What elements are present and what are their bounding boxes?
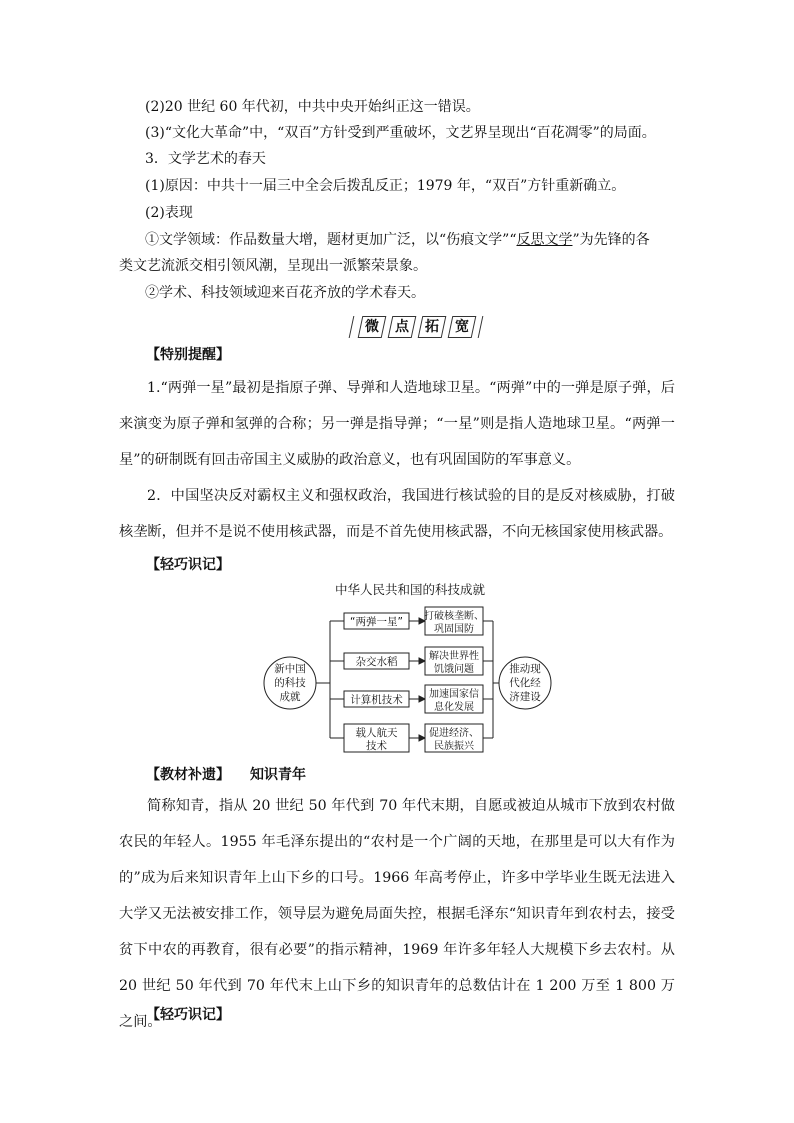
text-line — [145, 227, 650, 253]
reminder-paragraph: 1.“两弹一星”最初是指原子弹、导弹和人造地球卫星。“两弹”中的一弹是原子弹，后来演变为原子弹和氢弹的合称；另一弹是指导弹；“一星”则是指人造地球卫星。“两弹一星”的研制既有回击帝国主义威胁的政治意义，也有巩固国防的军事意义。 — [119, 380, 675, 468]
achievement-label: 杂交水稻 — [355, 656, 398, 668]
supplement-body — [119, 788, 675, 1040]
reminder-paragraph: 2．中国坚决反对霸权主义和强权政治，我国进行核试验的目的是反对核威胁，打破核垄断，但并不是说不使用核武器，而是不首先使用核武器，不向无核国家使用核武器。 — [119, 488, 675, 540]
outcome-node-line: 代化经 — [509, 677, 541, 689]
banner-char: 拓 — [418, 316, 447, 338]
text-span: ”为先锋的各 — [572, 232, 650, 248]
banner-divider — [349, 316, 357, 338]
memo-heading-bottom: 【轻巧识记】 — [146, 1007, 230, 1023]
banner-char: 宽 — [448, 316, 477, 338]
text-line: (2)表现 — [145, 205, 193, 221]
connector-arrows — [409, 618, 425, 741]
section-heading: 3．文学艺术的春天 — [145, 151, 266, 167]
supplement-label: 【教材补遗】 — [146, 767, 230, 783]
tech-achievements-diagram — [260, 578, 560, 762]
right-bracket — [483, 621, 499, 738]
reminder-heading: 【特别提醒】 — [146, 347, 230, 363]
reminder-body — [119, 370, 675, 550]
outcome-node-line: 济建设 — [509, 691, 541, 703]
result-label: 促进经济、 — [429, 728, 479, 739]
achievement-label: 计算机技术 — [350, 694, 403, 706]
supplement-paragraph: 简称知青，指从 20 世纪 50 年代到 70 年代末期，自愿或被迫从城市下放到农村做农民的年轻人。1955 年毛泽东提出的“农村是一个广阔的天地，在那里是可以大有作为的”成为后来知识青年上山下乡的口号。1966 年高考停止，许多中学毕业生既无法进入大学又无法被安排工作，领导层为避免局面失控，根据毛泽东“知识青年到农村去，接受贫下中农的再教育，很有必要”的指示精神，1969 年许多年轻人大规模下乡去农村。从 20 世纪 50 年代到 70 年代末上山下乡的知识青年的总数估计在 1 200 万至 1 800 万之间。 — [119, 798, 675, 1030]
text-line: (2)20 世纪 60 年代初，中共中央开始纠正这一错误。 — [145, 99, 480, 115]
banner-divider — [478, 316, 486, 338]
text-span: ①文学领域：作品数量大增，题材更加广泛，以“伤痕文学”“ — [145, 232, 517, 248]
result-label: 民族振兴 — [434, 741, 474, 752]
result-label: 解决世界性 — [429, 651, 479, 662]
result-label: 打破核垄断、 — [424, 611, 484, 622]
center-node-line: 的科技 — [274, 677, 306, 689]
memo-heading: 【轻巧识记】 — [146, 557, 230, 573]
underlined-term: 反思文学 — [516, 232, 573, 248]
supplement-heading — [146, 764, 306, 784]
achievement-label: “两弹一星” — [350, 616, 403, 628]
banner-char: 点 — [388, 316, 417, 338]
text-line: (1)原因：中共十一届三中全会后拨乱反正；1979 年，“双百”方针重新确立。 — [145, 178, 626, 194]
result-label: 饥饿问题 — [434, 664, 474, 675]
center-node-line: 新中国 — [274, 663, 306, 675]
diagram-title: 中华人民共和国的科技成就 — [334, 582, 486, 597]
section-banner — [351, 316, 489, 340]
result-label: 息化发展 — [434, 702, 474, 713]
banner-char: 微 — [358, 316, 387, 338]
left-bracket — [316, 621, 344, 738]
result-label: 加速国家信 — [429, 689, 479, 700]
result-label: 巩固国防 — [434, 624, 474, 635]
achievement-label: 技术 — [366, 740, 387, 752]
outcome-node-line: 推动现 — [509, 663, 541, 675]
text-line: (3)“文化大革命”中，“双百”方针受到严重破坏，文艺界呈现出“百花凋零”的局面。 — [145, 125, 656, 141]
supplement-topic: 知识青年 — [250, 767, 306, 783]
text-line: 类文艺流派交相引领风潮，呈现出一派繁荣景象。 — [119, 258, 427, 274]
center-node-line: 成就 — [279, 691, 301, 703]
achievement-label: 载人航天 — [355, 727, 398, 739]
text-line: ②学术、科技领域迎来百花齐放的学术春天。 — [145, 285, 425, 301]
